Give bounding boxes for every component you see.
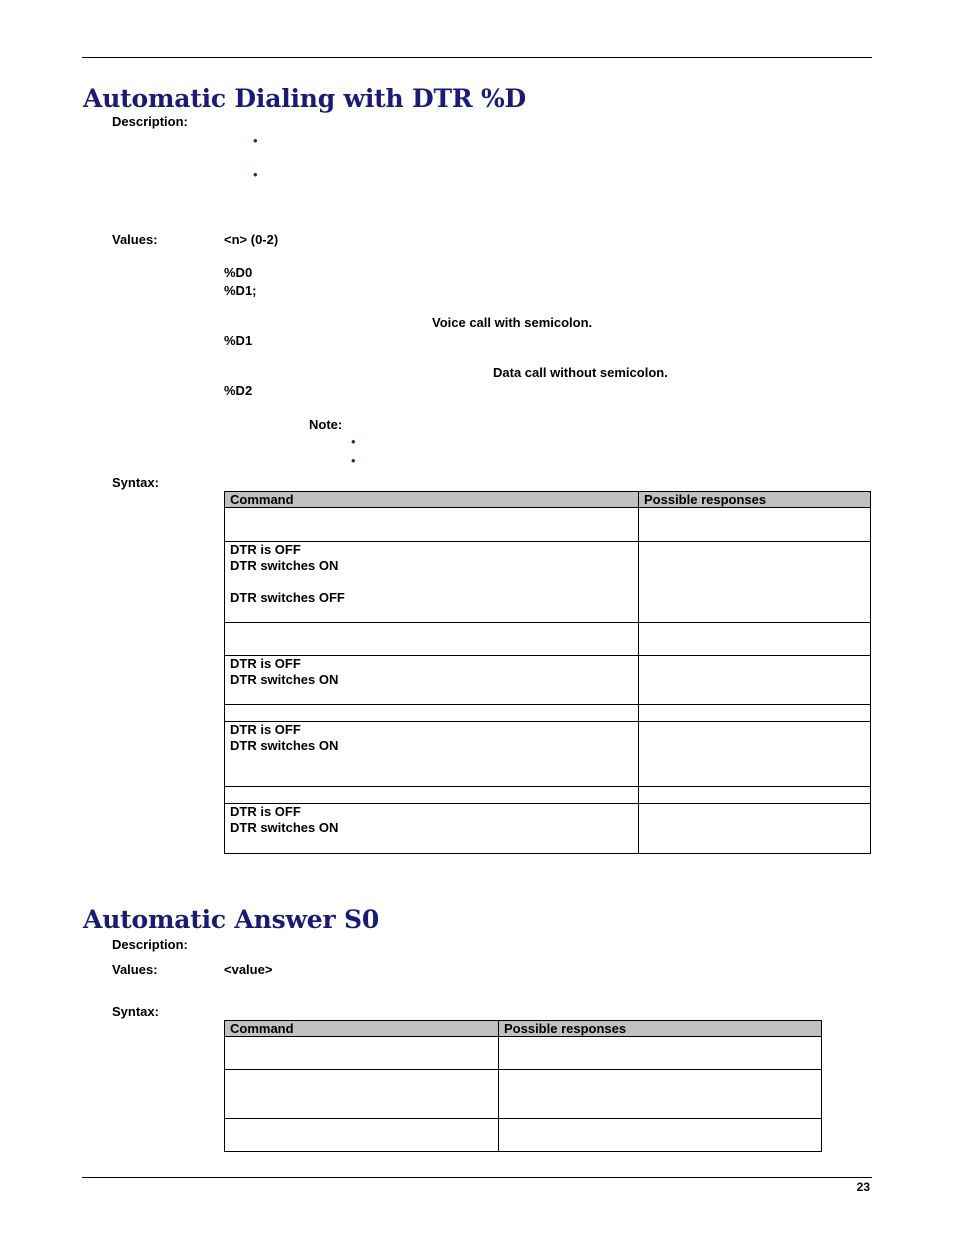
table-row xyxy=(225,804,871,854)
command-line: DTR switches ON xyxy=(230,558,339,573)
bullet-icon: • xyxy=(253,167,258,182)
syntax-table-s0 xyxy=(224,1020,822,1152)
command-line: DTR switches ON xyxy=(230,820,339,835)
syntax-label: Syntax: xyxy=(112,1004,159,1019)
values-param: <n> (0-2) xyxy=(224,232,279,247)
note-label: Note: xyxy=(309,417,343,432)
voice-call-note: Voice call with semicolon. xyxy=(432,315,593,330)
page-number: 23 xyxy=(856,1180,870,1194)
header-responses: Possible responses xyxy=(639,492,871,508)
table-header-row xyxy=(225,492,871,508)
response-cell xyxy=(499,1119,822,1152)
command-line: DTR is OFF xyxy=(230,722,301,737)
section-title-automatic-dialing: Automatic Dialing with DTR %D xyxy=(83,84,526,113)
response-cell xyxy=(639,542,871,623)
bullet-icon: • xyxy=(253,133,258,148)
response-cell xyxy=(639,804,871,854)
response-cell xyxy=(639,656,871,705)
command-cell xyxy=(225,705,639,722)
table-row xyxy=(225,656,871,705)
description-label: Description: xyxy=(112,937,188,952)
command-cell xyxy=(225,804,639,854)
response-cell xyxy=(639,705,871,722)
table-row xyxy=(225,1037,822,1070)
command-cell xyxy=(225,722,639,787)
table-row xyxy=(225,1070,822,1119)
data-call-note: Data call without semicolon. xyxy=(493,365,668,380)
table-row xyxy=(225,787,871,804)
table-header-row xyxy=(225,1021,822,1037)
table-row xyxy=(225,623,871,656)
table-row xyxy=(225,722,871,787)
command-cell xyxy=(225,542,639,623)
response-cell xyxy=(639,623,871,656)
response-cell xyxy=(499,1037,822,1070)
command-cell xyxy=(225,1070,499,1119)
bullet-icon: • xyxy=(351,434,356,449)
description-label: Description: xyxy=(112,114,188,129)
table-row xyxy=(225,508,871,542)
response-cell xyxy=(499,1070,822,1119)
value-d0: %D0 xyxy=(224,265,253,280)
syntax-table-dtr xyxy=(224,491,871,854)
command-cell xyxy=(225,787,639,804)
command-line: DTR is OFF xyxy=(230,804,301,819)
table-row xyxy=(225,542,871,623)
section-title-automatic-answer: Automatic Answer S0 xyxy=(83,905,380,934)
values-label: Values: xyxy=(112,962,158,977)
response-cell xyxy=(639,722,871,787)
value-d1: %D1 xyxy=(224,333,253,348)
values-param: <value> xyxy=(224,962,273,977)
response-cell xyxy=(639,787,871,804)
header-command: Command xyxy=(225,1021,499,1037)
command-line: DTR is OFF xyxy=(230,542,301,557)
command-cell xyxy=(225,1119,499,1152)
command-cell xyxy=(225,623,639,656)
command-cell xyxy=(225,508,639,542)
command-line: DTR switches ON xyxy=(230,672,339,687)
value-d1-semicolon: %D1; xyxy=(224,283,257,298)
header-rule xyxy=(82,57,872,58)
response-cell xyxy=(639,508,871,542)
bullet-icon: • xyxy=(351,453,356,468)
values-label: Values: xyxy=(112,232,158,247)
command-line: DTR switches ON xyxy=(230,738,339,753)
command-cell xyxy=(225,1037,499,1070)
value-d2: %D2 xyxy=(224,383,253,398)
footer-rule xyxy=(82,1177,872,1178)
table-row xyxy=(225,705,871,722)
command-line: DTR switches OFF xyxy=(230,590,345,605)
table-row xyxy=(225,1119,822,1152)
syntax-label: Syntax: xyxy=(112,475,159,490)
header-command: Command xyxy=(225,492,639,508)
command-cell xyxy=(225,656,639,705)
header-responses: Possible responses xyxy=(499,1021,822,1037)
command-line: DTR is OFF xyxy=(230,656,301,671)
